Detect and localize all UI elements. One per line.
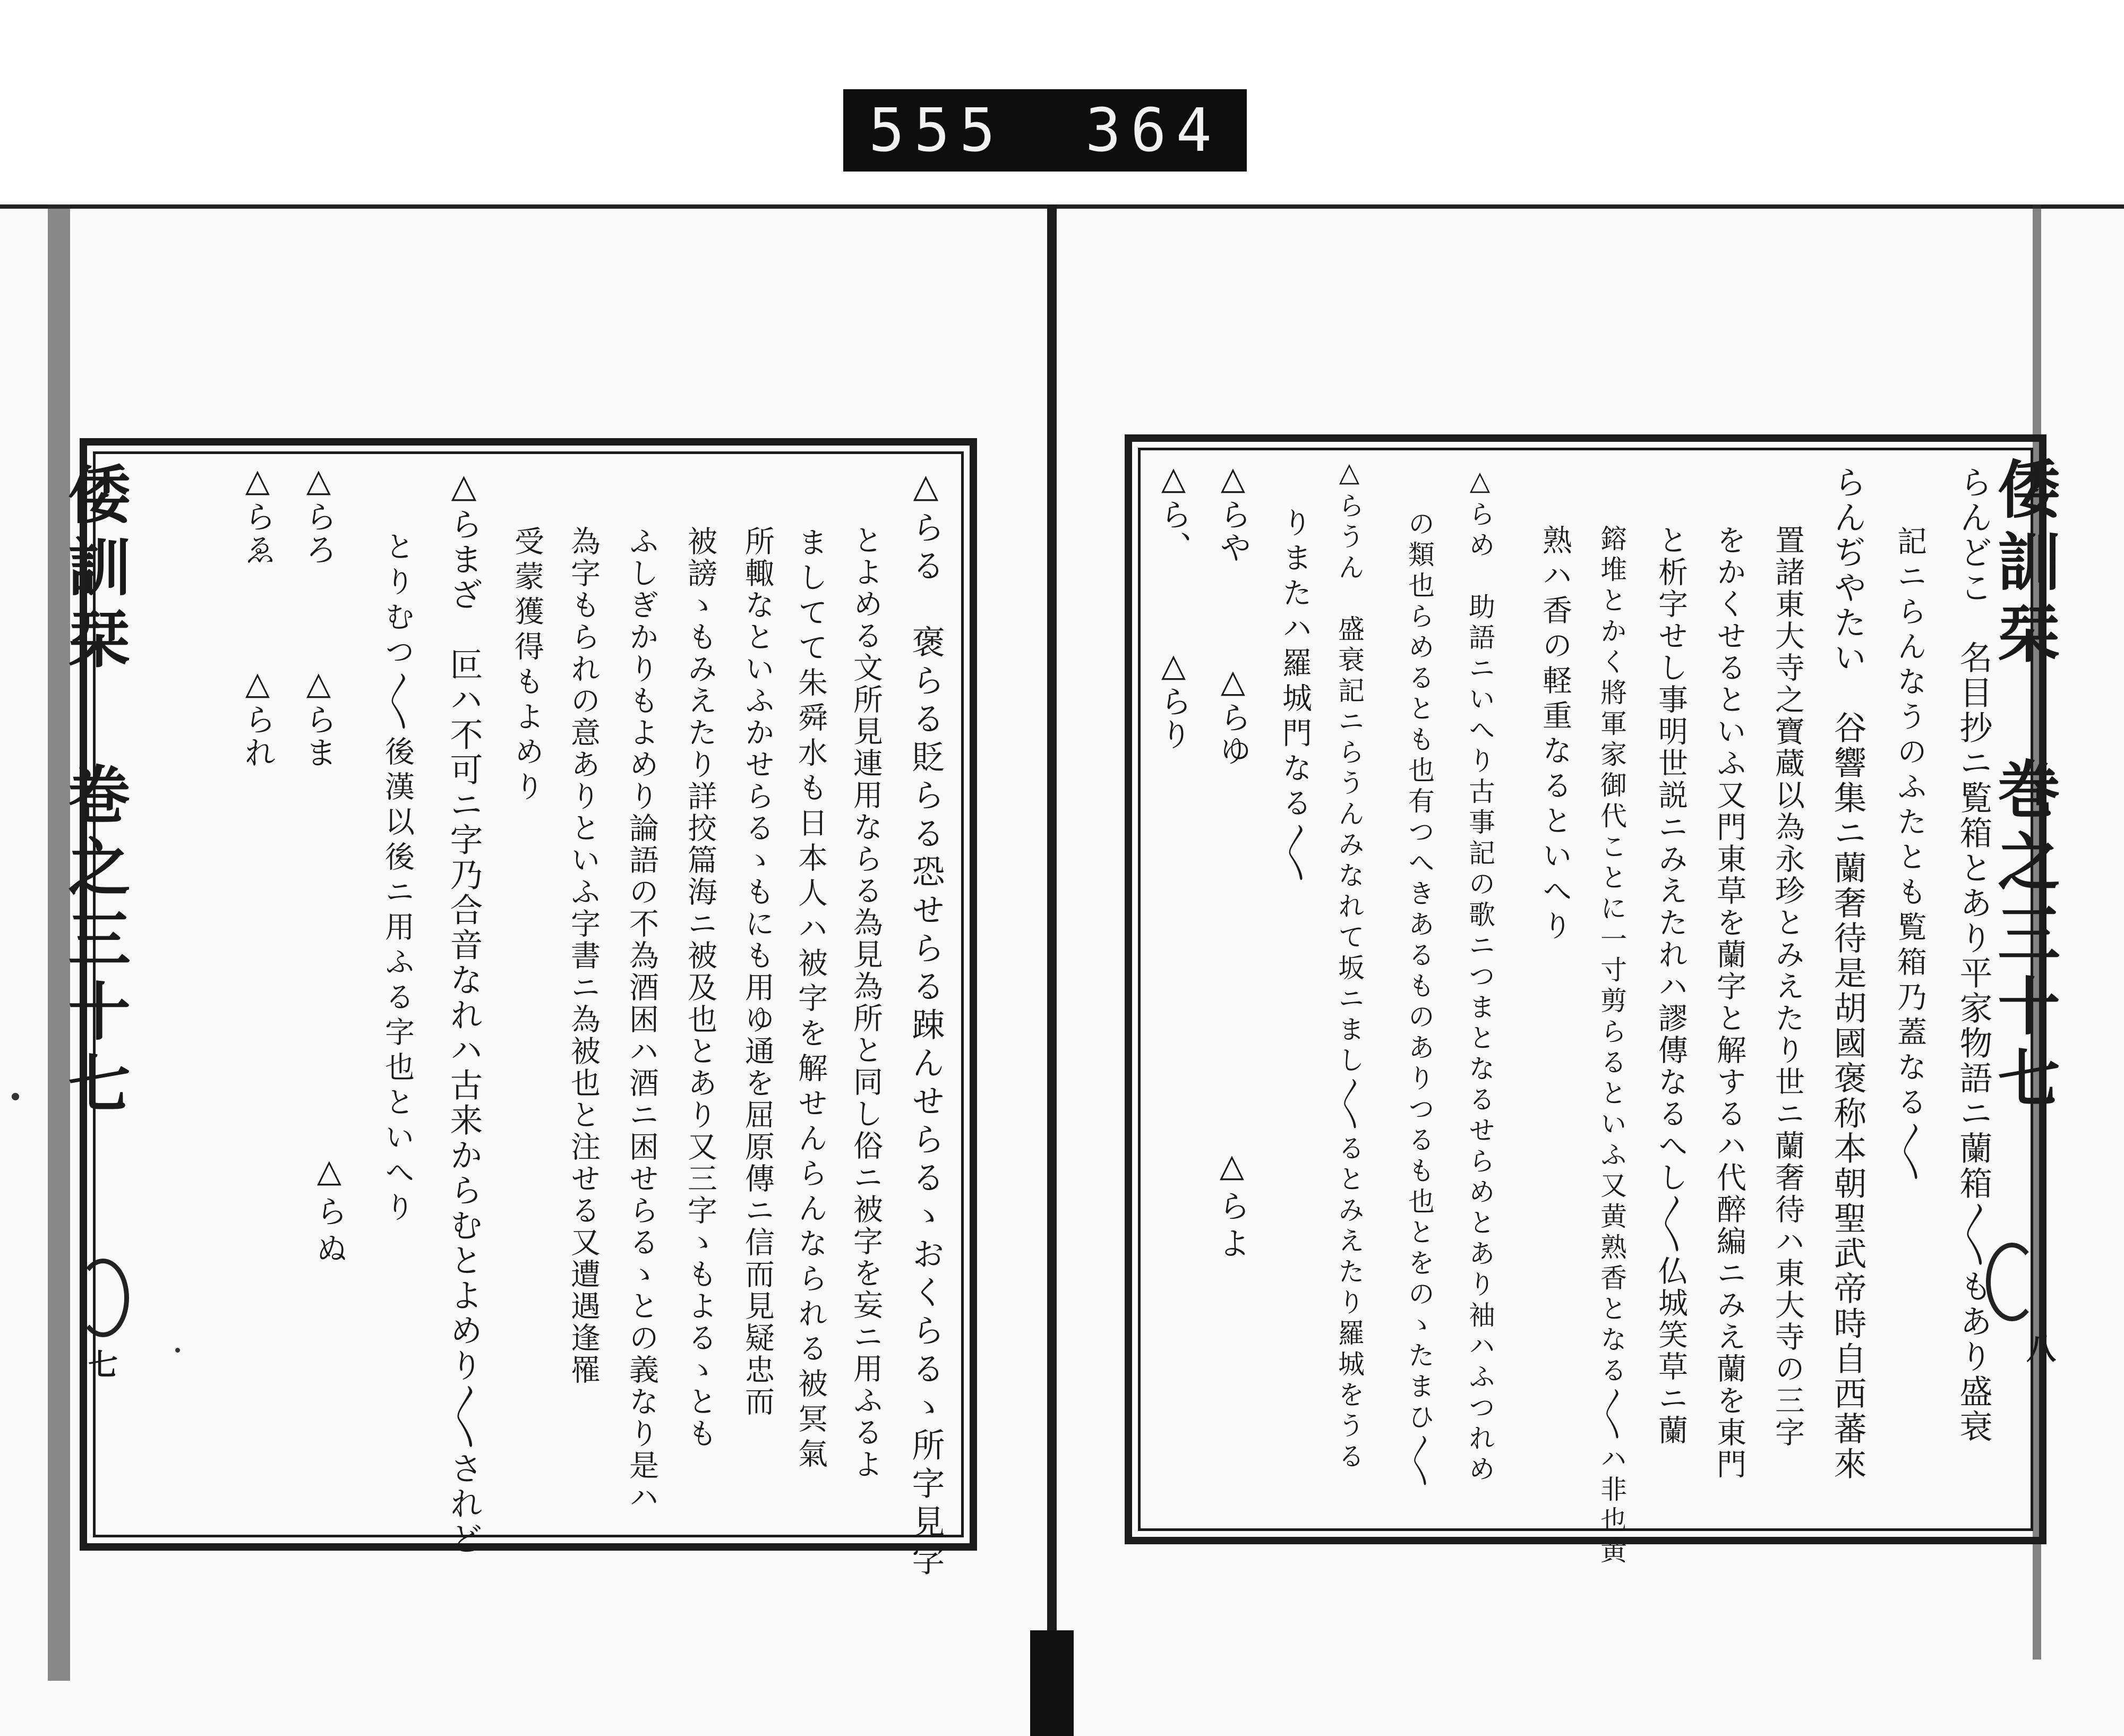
text-column: の類也らめるとも也有つへきあるものありつるも也とをのゝたまひ〳〵 (1404, 510, 1435, 1491)
text-column: △らる 褒らる貶らる恐せらる踈んせらるゝおくらるゝ所字見字 (906, 466, 945, 1581)
catalog-number-right: 364 (1085, 96, 1221, 165)
headword-column: △ら、 △らり (1155, 460, 1192, 751)
ink-speck (12, 1093, 19, 1100)
headword-column: △らよ (1213, 1147, 1251, 1264)
text-column: らんどこ 名目抄ニ覧箱とあり平家物語ニ蘭箱〳〵もあり盛衰 (1954, 465, 1993, 1444)
left-page-number: 七 (83, 1349, 118, 1379)
top-edge-rule (0, 204, 2124, 209)
text-column: 所輙なといふかせらるゝもにも用ゆ通を屈原傳ニ信而見疑忠而 (740, 526, 775, 1418)
text-column: 被謗ゝもみえたり詳挍篇海ニ被及也とあり又三字ゝもよるゝとも (683, 526, 717, 1450)
catalog-number-left: 555 (869, 96, 1005, 165)
text-column: 受蒙獲得もよめり (510, 526, 544, 806)
text-column: りまたハ羅城門なる〳〵 (1278, 507, 1312, 887)
text-column: △らまざ 叵ハ不可ニ字乃合音なれハ古来からむとよめり〳〵されど (444, 466, 483, 1557)
right-margin-title: 倭訓栞 巻之三十七 (1987, 457, 2061, 1118)
text-column: らんぢやたい 谷響集ニ蘭奢待是胡國褒称本朝聖武帝時自西蕃來 (1828, 465, 1867, 1482)
text-column: 鎔堆とかく將軍家御代ことに一寸剪らるといふ又黄熟香となる〳〵ハ非也黄 (1596, 525, 1627, 1568)
headword-column: △らぬ (311, 1152, 348, 1269)
left-margin-title: 倭訓栞 巻之三十七 (57, 462, 131, 1123)
text-column: 置諸東大寺之寶蔵以為永珍とみえたり世ニ蘭奢待ハ東大寺の三字 (1770, 525, 1805, 1449)
text-column: とりむつ〳〵後漢以後ニ用ふる字也といへり (380, 531, 415, 1227)
text-column: と析字せし事明世説ニみえたれハ謬傳なるへし〳〵仏城笑草ニ蘭 (1654, 525, 1688, 1447)
text-column: 記ニらんなうのふたとも覧箱乃蓋なる〳〵 (1892, 526, 1927, 1186)
text-column: 為字もられの意ありといふ字書ニ為被也と注せる又遭遇逢罹 (566, 526, 601, 1386)
headword-column: △らゑ △られ (239, 462, 276, 769)
catalog-number-tag (843, 89, 1247, 172)
text-column: ふしぎかりもよめり論語の不為酒困ハ酒ニ困せらるゝとの義なり是ハ (624, 526, 659, 1513)
book-spine (1047, 204, 1057, 1736)
text-column: をかくせるといふ又門東草を蘭字と解するハ代醉編ニみえ蘭を東門 (1712, 525, 1746, 1481)
text-column: 熟ハ香の軽重なるといへり (1538, 525, 1572, 945)
spine-clip (1030, 1630, 1074, 1736)
text-column: △らうん 盛衰記ニらうんみなれて坂ニまし〳〵るとみえたり羅城をうる (1334, 457, 1365, 1473)
headword-column: △らや △らゆ (1214, 460, 1252, 767)
text-column: ましてて朱舜水も日本人ハ被字を解せんらんなられる被冥氣 (793, 527, 828, 1473)
headword-column: △らろ △らま (300, 462, 337, 769)
right-page-number: 八 (2022, 1333, 2057, 1363)
text-column: △らめ 助語ニいへり古事記の歌ニつまとなるせらめとあり袖ハふつれめ (1464, 465, 1495, 1486)
text-column: とよめる文所見連用ならる為見為所と同し俗ニ被字を妄ニ用ふるよ (849, 525, 883, 1481)
